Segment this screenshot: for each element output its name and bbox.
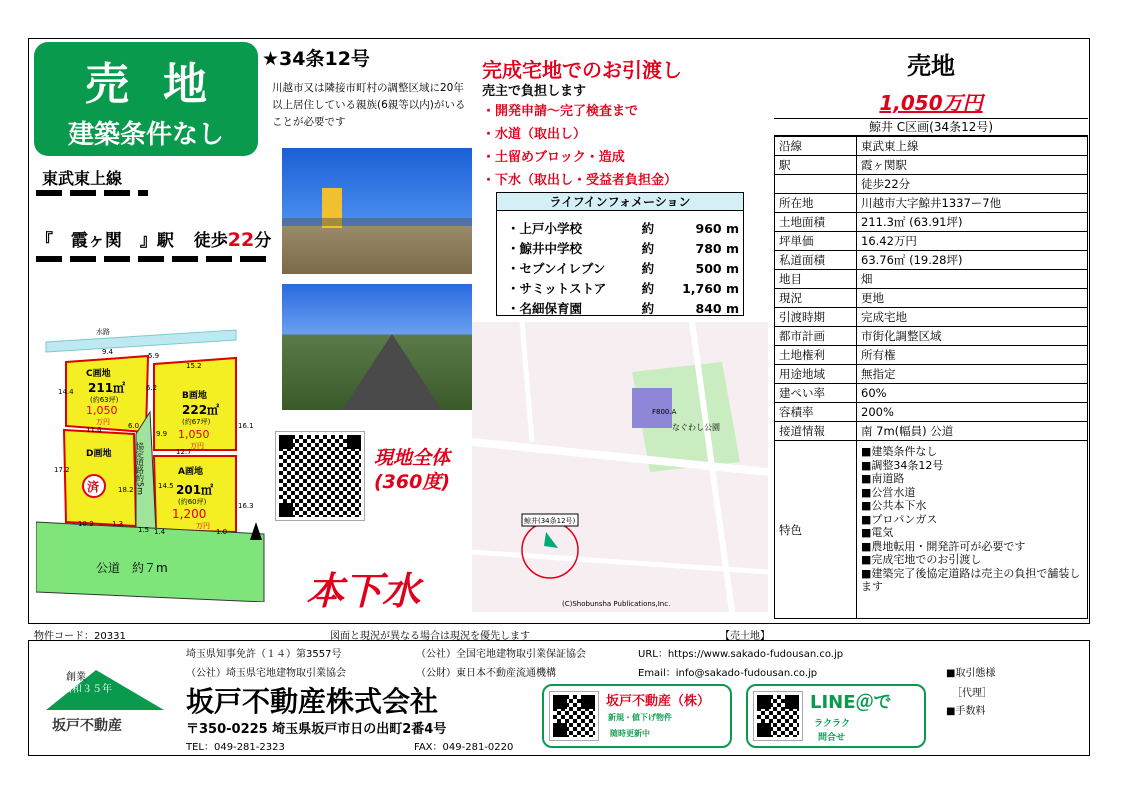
waterway-shape bbox=[46, 330, 236, 352]
feature-item: ■公共本下水 bbox=[861, 499, 927, 512]
fee-label: ■手数料 bbox=[946, 706, 986, 717]
dim-13: 14.5 bbox=[158, 482, 174, 490]
lot-c-area: 211㎡ bbox=[88, 381, 126, 395]
spec-value: 畑 bbox=[857, 270, 1088, 289]
lot-d-name: D画地 bbox=[86, 449, 112, 459]
site-photo-2 bbox=[282, 284, 472, 410]
company-tel: TEL：049-281-2323 bbox=[186, 742, 285, 753]
dim-10: 12.7 bbox=[176, 448, 192, 456]
spec-row bbox=[775, 137, 1088, 156]
lifeinfo-row bbox=[505, 239, 741, 257]
panorama-label bbox=[374, 446, 450, 494]
poi-approx: 約 bbox=[641, 261, 655, 276]
assoc-1: （公社）全国宅地建物取引業保証協会 bbox=[416, 649, 586, 660]
spec-key: 都市計画 bbox=[775, 327, 857, 346]
map-canvas bbox=[472, 322, 768, 612]
summary-box bbox=[774, 40, 1088, 118]
feature-item: ■電気 bbox=[861, 526, 894, 539]
walk-label: 徒歩 bbox=[193, 231, 228, 251]
dim-17: 1.4 bbox=[154, 528, 166, 536]
summary-type: 売地 bbox=[907, 52, 955, 80]
site-photo-1 bbox=[282, 148, 472, 274]
feature-item: ■建築完了後協定道路は売主の負担で舗装します bbox=[861, 566, 1081, 593]
dim-1: 9.4 bbox=[102, 348, 114, 356]
priority-notice: 図面と現況が異なる場合は現況を優先します bbox=[330, 631, 530, 642]
lifeinfo-title: ライフインフォメーション bbox=[497, 193, 743, 211]
target-label: 鯨井(34条12号) bbox=[524, 517, 576, 525]
poi-approx: 約 bbox=[641, 221, 655, 236]
station-info bbox=[36, 226, 271, 251]
spec-value: 211.3㎡ (63.91坪) bbox=[857, 213, 1088, 232]
spec-table bbox=[774, 136, 1088, 619]
spec-value: 徒歩22分 bbox=[857, 175, 1088, 194]
dim-5: 6.2 bbox=[146, 384, 158, 392]
spec-row bbox=[775, 156, 1088, 175]
feature-item: ■南道路 bbox=[861, 472, 905, 485]
spec-value: 200% bbox=[857, 403, 1088, 422]
promo-title: 完成宅地でのお引渡し bbox=[482, 58, 682, 82]
park-label: なぐわし公園 bbox=[672, 423, 720, 432]
spec-value: 南 7m(幅員) 公道 bbox=[857, 422, 1088, 441]
dim-7: 11.0 bbox=[86, 426, 102, 434]
poi-distance: 840 m bbox=[695, 300, 739, 316]
walk-unit: 分 bbox=[254, 231, 272, 251]
license: 埼玉県知事免許（１４）第3557号 bbox=[186, 649, 342, 660]
spec-key: 建ぺい率 bbox=[775, 384, 857, 403]
spec-row bbox=[775, 327, 1088, 346]
banner2-sub2: 問合せ bbox=[818, 733, 846, 743]
dim-11: 17.2 bbox=[54, 466, 70, 474]
dim-3: 15.2 bbox=[186, 362, 202, 370]
lot-a-area: 201㎡ bbox=[176, 483, 214, 497]
deal-value: ［代理］ bbox=[952, 688, 992, 699]
spec-value: 川越市大字鯨井1337ー7他 bbox=[857, 194, 1088, 213]
rail-divider-top bbox=[36, 190, 148, 196]
poi-approx: 約 bbox=[641, 241, 655, 256]
dim-18: 1.0 bbox=[216, 528, 228, 536]
spec-key: 接道情報 bbox=[775, 422, 857, 441]
location-map[interactable] bbox=[472, 322, 768, 612]
spec-value: 無指定 bbox=[857, 365, 1088, 384]
public-road-label: 公道 約７m bbox=[96, 561, 168, 575]
sale-badge bbox=[34, 42, 258, 156]
target-circle bbox=[522, 522, 578, 578]
poi-name: ・鯨井中学校 bbox=[507, 241, 583, 256]
lot-b-tsubo: (約67坪) bbox=[182, 418, 211, 426]
poi-name: ・名細保育園 bbox=[507, 301, 583, 316]
dim-15: 10.3 bbox=[78, 520, 94, 528]
panorama-line-2: (360度) bbox=[374, 471, 451, 493]
spec-value: 63.76㎡ (19.28坪) bbox=[857, 251, 1088, 270]
dim-2: 5.9 bbox=[148, 352, 160, 360]
station-name: 霞ヶ関 bbox=[70, 231, 122, 251]
walk-minutes: 22 bbox=[227, 229, 255, 251]
feature-item: ■プロパンガス bbox=[861, 512, 938, 526]
spec-row bbox=[775, 175, 1088, 194]
rail-divider-bottom bbox=[36, 256, 266, 262]
spec-key: 駅 bbox=[775, 156, 857, 175]
promo-item-2: ・水道（取出し） bbox=[482, 127, 587, 142]
spec-value: 60% bbox=[857, 384, 1088, 403]
company-url[interactable]: URL：https://www.sakado-fudousan.co.jp bbox=[638, 649, 844, 660]
site-qr-code[interactable] bbox=[550, 692, 598, 740]
features-label: 特色 bbox=[775, 441, 857, 619]
spec-key: 坪単価 bbox=[775, 232, 857, 251]
poi-approx: 約 bbox=[641, 301, 655, 316]
company-address: 〒350-0225 埼玉県坂戸市日の出町2番4号 bbox=[186, 722, 447, 737]
promo-item-3: ・土留めブロック・造成 bbox=[482, 150, 625, 165]
dim-8: 6.0 bbox=[128, 422, 140, 430]
lot-d-sold: 済 bbox=[87, 480, 100, 494]
assoc-2: （公社）埼玉県宅地建物取引業協会 bbox=[186, 668, 346, 679]
company-name: 坂戸不動産株式会社 bbox=[186, 685, 439, 718]
panorama-line-1: 現地全体 bbox=[374, 447, 451, 469]
station-bracket-open: 『 bbox=[36, 231, 53, 251]
feature-item: ■農地転用・開発許可が必要です bbox=[861, 539, 1026, 553]
promo-sub: 売主で負担します bbox=[482, 84, 587, 99]
spec-value: 16.42万円 bbox=[857, 232, 1088, 251]
north-arrow-icon bbox=[250, 522, 262, 540]
company-email[interactable]: Email：info@sakado-fudousan.co.jp bbox=[638, 668, 818, 679]
map-copyright: (C)Shobunsha Publications,Inc. bbox=[562, 600, 671, 608]
logo-founded-1: 創業 bbox=[66, 672, 86, 683]
spec-row bbox=[775, 270, 1088, 289]
spec-value: 所有権 bbox=[857, 346, 1088, 365]
spec-value: 市街化調整区域 bbox=[857, 327, 1088, 346]
spec-value: 東武東上線 bbox=[857, 137, 1088, 156]
article-label: ★34条12号 bbox=[262, 48, 370, 70]
dim-16: 1.3 bbox=[112, 520, 124, 528]
station-bracket-close: 』駅 bbox=[139, 231, 174, 251]
panorama-qr-code[interactable] bbox=[276, 432, 364, 520]
listing-tag: 【売土地】 bbox=[720, 631, 770, 642]
dim-6: 16.1 bbox=[238, 422, 254, 430]
spec-key: 土地面積 bbox=[775, 213, 857, 232]
spec-key: 所在地 bbox=[775, 194, 857, 213]
feature-item: ■建築条件なし bbox=[861, 445, 938, 458]
logo-mountain-icon bbox=[46, 660, 164, 740]
promo-item-1: ・開発申請〜完了検査まで bbox=[482, 104, 639, 119]
lifeinfo-box bbox=[496, 192, 744, 316]
lot-b-price: 1,050 bbox=[178, 428, 210, 441]
poi-name: ・上戸小学校 bbox=[507, 221, 583, 236]
lifeinfo-row bbox=[505, 279, 741, 297]
map-road-4 bbox=[522, 322, 532, 442]
lot-c-price: 1,050 bbox=[86, 404, 118, 417]
lot-a-name: A画地 bbox=[178, 467, 203, 477]
spec-key: 現況 bbox=[775, 289, 857, 308]
feature-item: ■完成宅地でのお引渡し bbox=[861, 553, 982, 566]
waterway-label: 水路 bbox=[96, 328, 110, 336]
spec-key: 土地権利 bbox=[775, 346, 857, 365]
poi-distance: 780 m bbox=[695, 240, 739, 256]
lot-a-unit: 万円 bbox=[196, 522, 210, 530]
lifeinfo-row bbox=[505, 219, 741, 237]
lot-a-tsubo: (約60坪) bbox=[178, 498, 207, 506]
badge-subtitle: 建築条件なし bbox=[67, 120, 224, 150]
private-road-label: 協定道路約5m bbox=[135, 442, 145, 495]
lot-c-tsubo: (約63坪) bbox=[90, 396, 119, 404]
dim-9: 9.9 bbox=[156, 430, 168, 438]
dim-19: 1.5 bbox=[138, 526, 150, 534]
spec-key: 引渡時期 bbox=[775, 308, 857, 327]
lifeinfo-table bbox=[503, 217, 743, 339]
dim-4: 14.4 bbox=[58, 388, 74, 396]
spec-row bbox=[775, 232, 1088, 251]
lot-b-unit: 万円 bbox=[190, 442, 204, 450]
poi-distance: 500 m bbox=[695, 260, 739, 276]
spec-row bbox=[775, 251, 1088, 270]
promo-item-4: ・下水（取出し・受益者負担金） bbox=[482, 173, 678, 188]
dim-12: 18.2 bbox=[118, 486, 134, 494]
spec-key: 沿線 bbox=[775, 137, 857, 156]
spec-row bbox=[775, 194, 1088, 213]
spec-key: 用途地域 bbox=[775, 365, 857, 384]
spec-row bbox=[775, 403, 1088, 422]
spec-row bbox=[775, 365, 1088, 384]
feature-item: ■調整34条12号 bbox=[861, 458, 944, 472]
feature-item: ■公営水道 bbox=[861, 485, 916, 499]
railway-line: 東武東上線 bbox=[42, 169, 123, 188]
site-banner[interactable] bbox=[542, 684, 732, 748]
spec-row bbox=[775, 289, 1088, 308]
property-code: 物件コード：20331 bbox=[34, 631, 126, 642]
dim-14: 16.3 bbox=[238, 502, 254, 510]
plot-plan bbox=[36, 322, 276, 602]
badge-title: 売地 bbox=[85, 59, 241, 110]
banner1-sub2: 随時更新中 bbox=[610, 729, 650, 738]
line-qr-code[interactable] bbox=[754, 692, 802, 740]
features-cell bbox=[857, 441, 1088, 619]
lifeinfo-row bbox=[505, 259, 741, 277]
features-row bbox=[775, 441, 1088, 619]
map-label: F800.A bbox=[652, 408, 677, 416]
spec-row bbox=[775, 308, 1088, 327]
zoning-note: 川越市又は隣接市町村の調整区域に20年以上居住している親族(6親等以内)がいることが必要です bbox=[272, 82, 466, 128]
line-banner[interactable] bbox=[746, 684, 926, 748]
promo-list bbox=[482, 100, 677, 192]
company-fax: FAX：049-281-0220 bbox=[414, 742, 514, 753]
spec-row bbox=[775, 422, 1088, 441]
summary-lot: 鯨井 C区画(34条12号) bbox=[774, 118, 1088, 136]
spec-key bbox=[775, 175, 857, 194]
spec-row bbox=[775, 213, 1088, 232]
lot-a-price: 1,200 bbox=[172, 507, 207, 521]
location-pin-icon bbox=[544, 532, 558, 548]
deal-label: ■取引態様 bbox=[946, 668, 996, 679]
banner2-title: LINE＠で bbox=[810, 692, 892, 713]
logo-name: 坂戸不動産 bbox=[52, 718, 122, 734]
summary-price: 1,050万円 bbox=[879, 91, 983, 115]
logo-founded-2: 昭和３５年 bbox=[62, 684, 112, 695]
lot-b-name: B画地 bbox=[182, 391, 207, 401]
sewer-label: 本下水 bbox=[306, 569, 421, 613]
poi-name: ・セブンイレブン bbox=[507, 261, 606, 276]
spec-key: 私道面積 bbox=[775, 251, 857, 270]
assoc-3: （公財）東日本不動産流通機構 bbox=[416, 668, 556, 679]
spec-value: 更地 bbox=[857, 289, 1088, 308]
company-logo bbox=[46, 660, 164, 740]
banner1-title: 坂戸不動産（株） bbox=[606, 694, 711, 709]
poi-distance: 1,760 m bbox=[682, 280, 739, 296]
lot-c-name: C画地 bbox=[86, 369, 111, 379]
poi-distance: 960 m bbox=[695, 220, 739, 236]
poi-name: ・サミットストア bbox=[507, 281, 607, 296]
lot-b-area: 222㎡ bbox=[182, 403, 220, 417]
spec-key: 地目 bbox=[775, 270, 857, 289]
spec-value: 霞ヶ関駅 bbox=[857, 156, 1088, 175]
spec-value: 完成宅地 bbox=[857, 308, 1088, 327]
spec-row bbox=[775, 346, 1088, 365]
spec-row bbox=[775, 384, 1088, 403]
spec-key: 容積率 bbox=[775, 403, 857, 422]
poi-approx: 約 bbox=[641, 281, 655, 296]
lot-c-unit: 万円 bbox=[96, 418, 110, 426]
banner2-sub1: ラクラク bbox=[814, 719, 851, 729]
lifeinfo-row bbox=[505, 299, 741, 317]
banner1-sub1: 新規・値下げ物件 bbox=[608, 713, 672, 722]
